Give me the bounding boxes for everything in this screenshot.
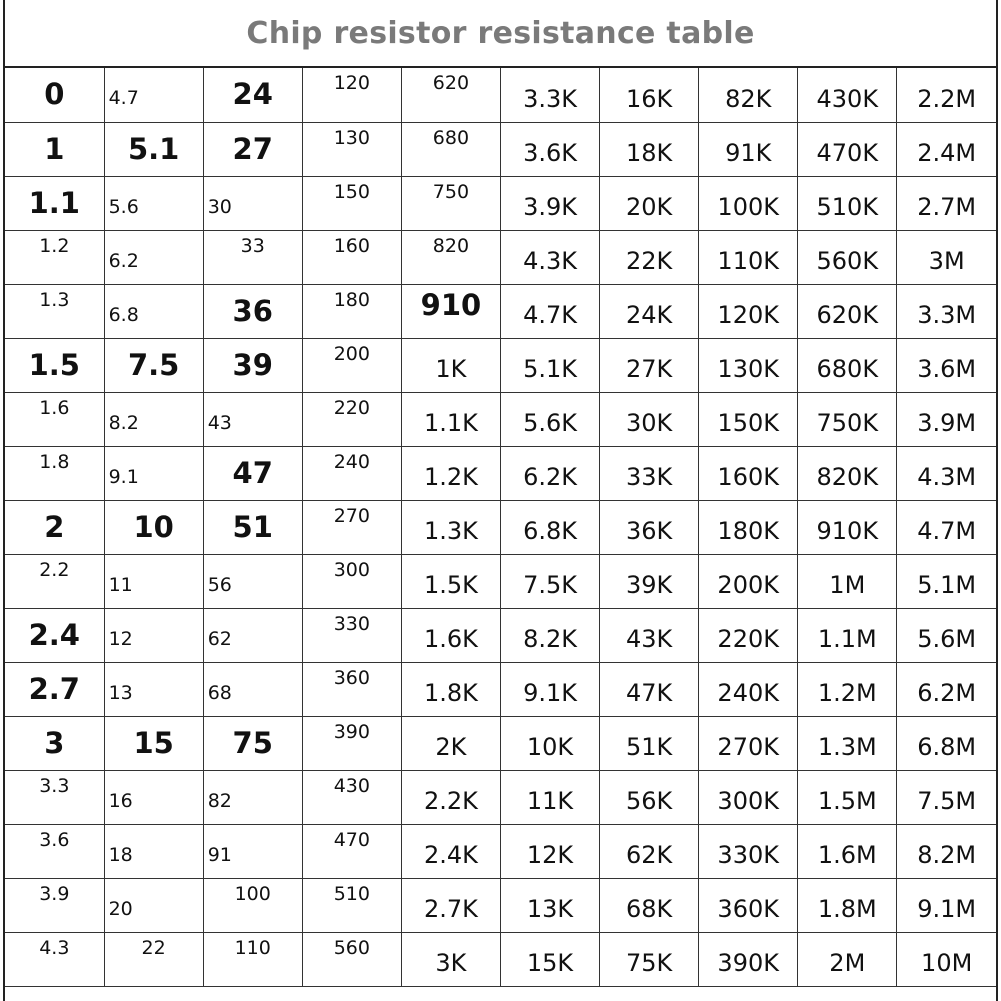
- table-cell: 240K: [699, 662, 798, 716]
- table-cell: 7.5K: [500, 554, 599, 608]
- table-cell: 680: [401, 122, 500, 176]
- table-cell: 20: [104, 878, 203, 932]
- table-row: [5, 824, 996, 878]
- table-cell: 5.1: [104, 122, 203, 176]
- table-row: [5, 446, 996, 500]
- table-cell: 3.6M: [897, 338, 996, 392]
- table-cell: 56: [203, 554, 302, 608]
- table-cell: 1.2M: [798, 662, 897, 716]
- table-cell: 430: [302, 770, 401, 824]
- table-cell: 3.9K: [500, 176, 599, 230]
- table-cell: 27K: [600, 338, 699, 392]
- table-cell: 130: [302, 122, 401, 176]
- table-cell: 39: [203, 338, 302, 392]
- table-row: [5, 68, 996, 122]
- table-cell: 10M: [897, 932, 996, 986]
- table-cell: 1.1: [5, 176, 104, 230]
- table-cell: 1K: [401, 338, 500, 392]
- table-cell: 2.2K: [401, 770, 500, 824]
- table-row: [5, 230, 996, 284]
- table-cell: 2.4: [5, 608, 104, 662]
- table-cell: 16: [104, 770, 203, 824]
- table-cell: 2K: [401, 716, 500, 770]
- table-cell: 390K: [699, 932, 798, 986]
- table-cell: 3.6: [5, 824, 104, 878]
- table-cell: 6.8M: [897, 716, 996, 770]
- table-cell: 220K: [699, 608, 798, 662]
- table-cell: 470: [302, 824, 401, 878]
- table-cell: 120K: [699, 284, 798, 338]
- table-cell: 9.1K: [500, 662, 599, 716]
- table-cell: 2M: [798, 932, 897, 986]
- table-cell: 200K: [699, 554, 798, 608]
- table-row: [5, 716, 996, 770]
- table-cell: 1.8K: [401, 662, 500, 716]
- table-cell: 150K: [699, 392, 798, 446]
- table-cell: 1.5K: [401, 554, 500, 608]
- table-cell: 18: [104, 824, 203, 878]
- table-cell: 430K: [798, 68, 897, 122]
- table-cell: 510K: [798, 176, 897, 230]
- resistance-table-sheet: [3, 0, 998, 1001]
- table-cell: 16K: [600, 68, 699, 122]
- table-cell: 5.6: [104, 176, 203, 230]
- table-cell: 0: [5, 68, 104, 122]
- table-cell: 6.2: [104, 230, 203, 284]
- table-cell: 8.2: [104, 392, 203, 446]
- table-cell: 3.9M: [897, 392, 996, 446]
- table-cell: 5.1M: [897, 554, 996, 608]
- table-cell: 6.8K: [500, 500, 599, 554]
- table-cell: 3.3: [5, 770, 104, 824]
- table-cell: 22K: [600, 230, 699, 284]
- table-cell: 18K: [600, 122, 699, 176]
- table-cell: 3.6K: [500, 122, 599, 176]
- table-cell: 24: [203, 68, 302, 122]
- table-cell: 22: [104, 932, 203, 986]
- table-cell: 2.7K: [401, 878, 500, 932]
- table-cell: 330K: [699, 824, 798, 878]
- table-cell: 10: [104, 500, 203, 554]
- table-cell: 43K: [600, 608, 699, 662]
- table-row: [5, 770, 996, 824]
- table-cell: 62: [203, 608, 302, 662]
- table-cell: 160: [302, 230, 401, 284]
- table-cell: 390: [302, 716, 401, 770]
- table-cell: 620: [401, 68, 500, 122]
- table-cell: 1: [5, 122, 104, 176]
- table-cell: 470K: [798, 122, 897, 176]
- table-row: [5, 878, 996, 932]
- table-row: [5, 608, 996, 662]
- table-cell: 36: [203, 284, 302, 338]
- table-cell: 2.2: [5, 554, 104, 608]
- table-cell: 7.5: [104, 338, 203, 392]
- table-cell: 2.7: [5, 662, 104, 716]
- table-cell: 1.3: [5, 284, 104, 338]
- table-cell: 43: [203, 392, 302, 446]
- table-row: [5, 392, 996, 446]
- table-cell: 1.6K: [401, 608, 500, 662]
- table-cell: 6.2M: [897, 662, 996, 716]
- table-cell: 1.3K: [401, 500, 500, 554]
- table-cell: 7.5M: [897, 770, 996, 824]
- table-cell: 100K: [699, 176, 798, 230]
- table-cell: 51: [203, 500, 302, 554]
- table-cell: 2.7M: [897, 176, 996, 230]
- table-cell: 5.1K: [500, 338, 599, 392]
- table-cell: 200: [302, 338, 401, 392]
- table-cell: 270: [302, 500, 401, 554]
- page-title: Chip resistor resistance table: [5, 0, 996, 68]
- table-cell: 1.6M: [798, 824, 897, 878]
- table-cell: 36K: [600, 500, 699, 554]
- table-cell: 24K: [600, 284, 699, 338]
- table-row: [5, 932, 996, 986]
- table-cell: 2: [5, 500, 104, 554]
- table-cell: 180K: [699, 500, 798, 554]
- table-cell: 6.2K: [500, 446, 599, 500]
- table-cell: 9.1: [104, 446, 203, 500]
- table-cell: 4.7: [104, 68, 203, 122]
- table-cell: 560: [302, 932, 401, 986]
- table-cell: 3.3M: [897, 284, 996, 338]
- table-cell: 820: [401, 230, 500, 284]
- table-cell: 91: [203, 824, 302, 878]
- table-row: [5, 554, 996, 608]
- table-cell: 620K: [798, 284, 897, 338]
- table-cell: 51K: [600, 716, 699, 770]
- table-cell: 100: [203, 878, 302, 932]
- table-cell: 3.9: [5, 878, 104, 932]
- table-cell: 8.2M: [897, 824, 996, 878]
- table-cell: 1.8: [5, 446, 104, 500]
- table-cell: 3M: [897, 230, 996, 284]
- table-cell: 15: [104, 716, 203, 770]
- table-cell: 12K: [500, 824, 599, 878]
- table-cell: 2.4K: [401, 824, 500, 878]
- table-cell: 11K: [500, 770, 599, 824]
- table-cell: 20K: [600, 176, 699, 230]
- table-cell: 2.4M: [897, 122, 996, 176]
- table-cell: 82K: [699, 68, 798, 122]
- table-cell: 160K: [699, 446, 798, 500]
- table-cell: 300: [302, 554, 401, 608]
- table-cell: 4.3M: [897, 446, 996, 500]
- table-row: [5, 338, 996, 392]
- table-cell: 270K: [699, 716, 798, 770]
- table-cell: 5.6M: [897, 608, 996, 662]
- table-cell: 240: [302, 446, 401, 500]
- table-cell: 910: [401, 284, 500, 338]
- table-cell: 9.1M: [897, 878, 996, 932]
- table-cell: 27: [203, 122, 302, 176]
- table-cell: 1.1M: [798, 608, 897, 662]
- table-cell: 110: [203, 932, 302, 986]
- table-cell: 4.7M: [897, 500, 996, 554]
- table-cell: 1.8M: [798, 878, 897, 932]
- table-cell: 1.2K: [401, 446, 500, 500]
- table-cell: 47K: [600, 662, 699, 716]
- table-row: [5, 662, 996, 716]
- table-cell: 3K: [401, 932, 500, 986]
- table-cell: 1.3M: [798, 716, 897, 770]
- table-cell: 130K: [699, 338, 798, 392]
- table-cell: 510: [302, 878, 401, 932]
- table-cell: 30K: [600, 392, 699, 446]
- table-cell: 750: [401, 176, 500, 230]
- table-cell: 820K: [798, 446, 897, 500]
- table-cell: 39K: [600, 554, 699, 608]
- table-cell: 120: [302, 68, 401, 122]
- table-cell: 1.6: [5, 392, 104, 446]
- table-cell: 110K: [699, 230, 798, 284]
- table-cell: 220: [302, 392, 401, 446]
- table-cell: 1.5: [5, 338, 104, 392]
- table-cell: 1.1K: [401, 392, 500, 446]
- table-cell: 3.3K: [500, 68, 599, 122]
- table-row: [5, 176, 996, 230]
- table-cell: 3: [5, 716, 104, 770]
- table-cell: 56K: [600, 770, 699, 824]
- table-cell: 1M: [798, 554, 897, 608]
- table-cell: 13K: [500, 878, 599, 932]
- table-row: [5, 284, 996, 338]
- table-cell: 4.3: [5, 932, 104, 986]
- table-cell: 82: [203, 770, 302, 824]
- table-cell: 300K: [699, 770, 798, 824]
- table-cell: 47: [203, 446, 302, 500]
- table-cell: 33K: [600, 446, 699, 500]
- table-cell: 33: [203, 230, 302, 284]
- table-cell: 5.6K: [500, 392, 599, 446]
- table-cell: 360: [302, 662, 401, 716]
- resistance-table: [5, 68, 996, 987]
- table-cell: 12: [104, 608, 203, 662]
- table-cell: 68K: [600, 878, 699, 932]
- table-cell: 1.2: [5, 230, 104, 284]
- table-cell: 11: [104, 554, 203, 608]
- table-cell: 150: [302, 176, 401, 230]
- table-cell: 180: [302, 284, 401, 338]
- table-cell: 75: [203, 716, 302, 770]
- table-cell: 68: [203, 662, 302, 716]
- table-cell: 10K: [500, 716, 599, 770]
- table-cell: 560K: [798, 230, 897, 284]
- table-cell: 15K: [500, 932, 599, 986]
- table-cell: 91K: [699, 122, 798, 176]
- table-cell: 4.3K: [500, 230, 599, 284]
- table-cell: 910K: [798, 500, 897, 554]
- table-cell: 6.8: [104, 284, 203, 338]
- table-row: [5, 122, 996, 176]
- table-cell: 13: [104, 662, 203, 716]
- table-cell: 8.2K: [500, 608, 599, 662]
- table-cell: 330: [302, 608, 401, 662]
- table-cell: 75K: [600, 932, 699, 986]
- table-cell: 750K: [798, 392, 897, 446]
- table-cell: 1.5M: [798, 770, 897, 824]
- table-row: [5, 500, 996, 554]
- table-cell: 4.7K: [500, 284, 599, 338]
- table-cell: 30: [203, 176, 302, 230]
- table-cell: 62K: [600, 824, 699, 878]
- table-cell: 360K: [699, 878, 798, 932]
- table-cell: 680K: [798, 338, 897, 392]
- table-cell: 2.2M: [897, 68, 996, 122]
